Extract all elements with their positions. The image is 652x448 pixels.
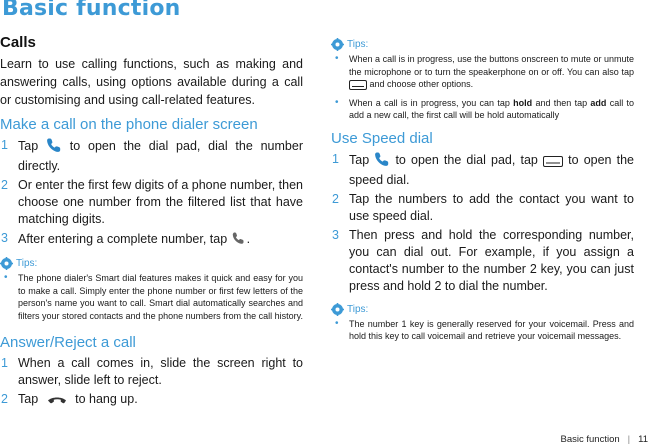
left-column <box>0 34 303 413</box>
list-item: • The phone dialer's Smart dial features makes it quick and easy for you to make a call. Simply enter the phone number or first few letters of the person's name you want to call. Smart dial automatically searches and filters your stored contacts and the phone numbers from the call history. <box>4 272 303 321</box>
tips-gear-icon <box>331 38 344 51</box>
step-number: 2 <box>1 178 8 192</box>
tips-label: Tips: <box>347 303 369 315</box>
list-item: 1 Tap to open the dial pad, tap to open the speed dial. <box>332 151 635 187</box>
step-number: 2 <box>1 392 8 406</box>
tips-header <box>0 257 303 270</box>
page-number: 11 <box>638 434 648 445</box>
tips-header <box>331 38 634 51</box>
list-item: 2 Or enter the first few digits of a phone number, then choose one number from the filtered list that have matching digits. <box>1 178 303 226</box>
tips-gear-icon <box>331 303 344 316</box>
hang-up-icon <box>46 394 68 411</box>
footer-section: Basic function <box>560 434 620 445</box>
phone-icon <box>374 151 390 172</box>
tips-gear-icon <box>0 257 13 270</box>
list-item: 2 Tap to hang up. <box>0 391 303 411</box>
page-title: Basic function <box>2 0 181 21</box>
dialer-steps <box>0 137 303 251</box>
tips-label: Tips: <box>16 258 38 269</box>
dialer-heading: Make a call on the phone dialer screen <box>0 116 258 133</box>
answer-steps <box>0 355 303 411</box>
phone-icon <box>46 137 62 158</box>
speed-dial-heading: Use Speed dial <box>331 129 433 147</box>
dialer-tips <box>0 272 303 322</box>
speed-dial-steps <box>331 151 634 295</box>
list-item: • When a call is in progress, you can tap hold and then tap add call to add a new call, the first call will be hold automatically <box>335 96 634 120</box>
list-item: • When a call is in progress, use the buttons onscreen to mute or unmute the microphone or to turn the speakerphone on or off. You can also tap and choose other options. <box>331 53 634 94</box>
tips-header <box>331 303 634 316</box>
calls-intro: Learn to use calling functions, such as making and answering calls, using options available during a call or customising and using call-related features. <box>0 57 303 107</box>
answer-heading: Answer/Reject a call <box>0 334 136 351</box>
calls-heading: Calls <box>0 34 36 51</box>
list-item: 1 Tap to open the dial pad, dial the number directly. <box>1 138 303 173</box>
list-item: • The number 1 key is generally reserved for your voicemail. Press and hold this key to call voicemail and retrieve your voicemail messages. <box>335 317 634 341</box>
phone-call-icon <box>231 230 247 251</box>
list-item: 3 Then press and hold the corresponding number, you can dial out. For example, if you assign a contact's number to the number 2 key, you can just press and hold 2 to dial the number. <box>332 227 634 293</box>
step-number: 3 <box>1 231 8 245</box>
menu-key-icon <box>543 155 563 172</box>
step-number: 1 <box>1 356 8 370</box>
step-number: 1 <box>1 138 8 152</box>
list-item: 2 Tap the numbers to add the contact you want to use speed dial. <box>332 191 634 223</box>
list-item: 1 When a call comes in, slide the screen right to answer, slide left to reject. <box>1 356 303 387</box>
step-number: 2 <box>332 191 339 206</box>
tips-label: Tips: <box>347 39 369 50</box>
step-number: 3 <box>332 227 339 242</box>
speed-dial-tips <box>331 318 634 343</box>
list-item: 3 After entering a complete number, tap . <box>0 230 303 251</box>
page-footer: Basic function | 11 <box>560 434 648 445</box>
call-tips <box>331 53 634 122</box>
step-number: 1 <box>332 151 339 166</box>
right-column <box>331 38 634 346</box>
menu-key-icon <box>349 80 367 94</box>
